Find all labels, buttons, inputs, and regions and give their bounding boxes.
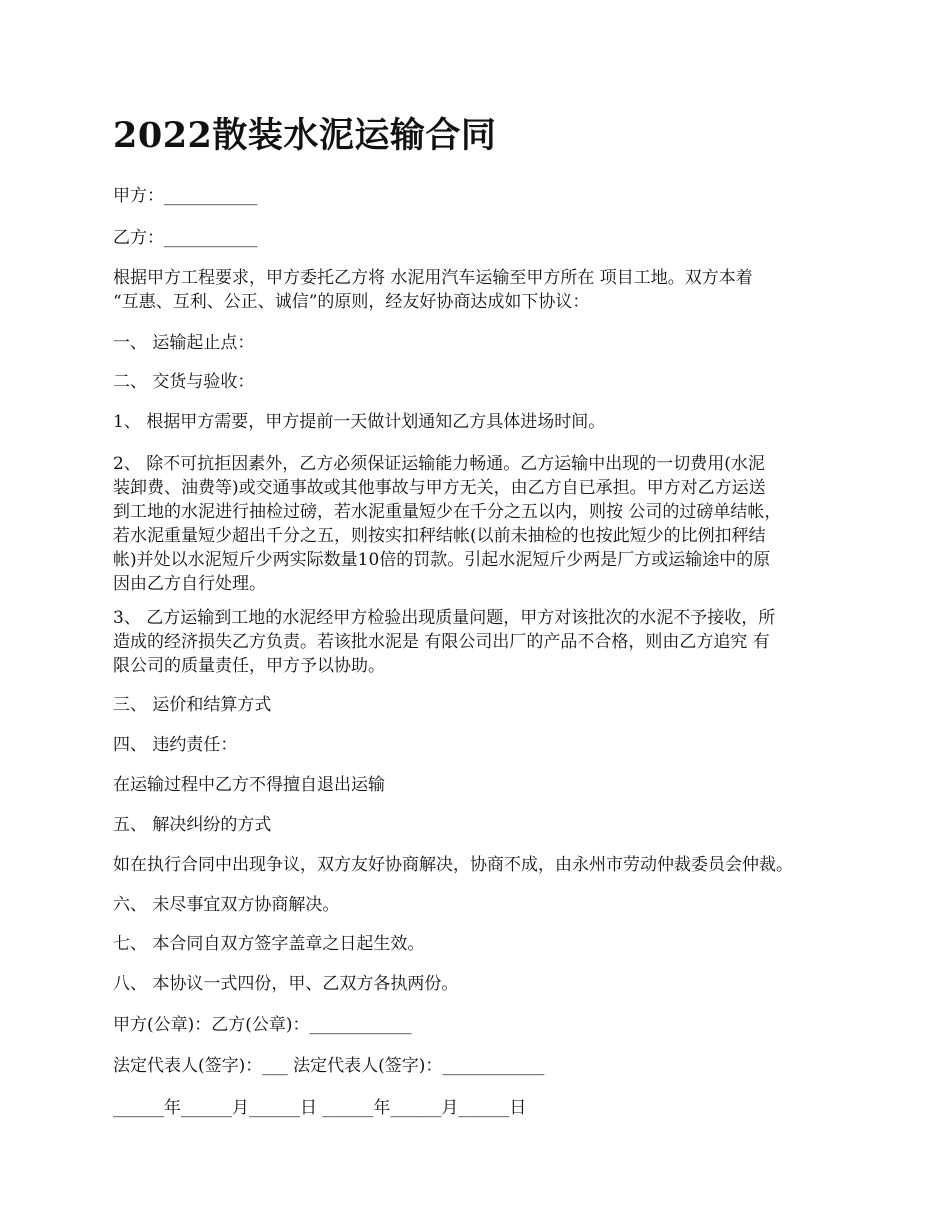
clause-line: 若水泥重量短少超出千分之五，则按实扣秤结帐(以前未抽检的也按此短少的比例扣秤结 xyxy=(113,526,766,546)
clause-line: 装卸费、油费等)或交通事故或其他事故与甲方无关，由乙方自已承担。甲方对乙方运送 xyxy=(113,478,766,498)
clause-line: 2、 除不可抗拒因素外，乙方必须保证运输能力畅通。乙方运输中出现的一切费用(水泥 xyxy=(113,454,765,474)
section-heading-1: 一、 运输起止点： xyxy=(113,333,255,353)
clause-line: 造成的经济损失乙方负责。若该批水泥是 有限公司出厂的产品不合格，则由乙方追究 有 xyxy=(113,632,770,652)
section-heading-8: 八、 本协议一式四份，甲、乙双方各执两份。 xyxy=(113,974,459,994)
section-heading-5: 五、 解决纠纷的方式 xyxy=(113,815,272,835)
section-heading-6: 六、 未尽事宜双方协商解决。 xyxy=(113,895,340,915)
section-heading-7: 七、 本合同自双方签字盖章之日起生效。 xyxy=(113,934,425,954)
clause-line: 限公司的质量责任，甲方予以协助。 xyxy=(113,656,385,676)
intro-line: 根据甲方工程要求，甲方委托乙方将 水泥用汽车运输至甲方所在 项目工地。双方本着 xyxy=(113,268,753,288)
seal-line: 甲方(公章)：乙方(公章)：____________ xyxy=(113,1015,412,1035)
dispute-text: 如在执行合同中出现争议，双方友好协商解决，协商不成，由永州市劳动仲裁委员会仲裁。 xyxy=(113,855,793,875)
date-line: ______年______月______日 ______年______月______日 xyxy=(113,1098,527,1118)
intro-paragraph xyxy=(113,266,753,314)
intro-line: “互惠、互利、公正、诚信”的原则，经友好协商达成如下协议： xyxy=(113,292,590,312)
party-b-line: 乙方：___________ xyxy=(113,228,258,248)
clause-line: 到工地的水泥进行抽检过磅，若水泥重量短少在千分之五以内，则按 公司的过磅单结帐， xyxy=(113,502,782,522)
party-a-line: 甲方：___________ xyxy=(113,186,258,206)
representative-line: 法定代表人(签字)：___ 法定代表人(签字)：____________ xyxy=(113,1056,545,1076)
breach-text: 在运输过程中乙方不得擅自退出运输 xyxy=(113,775,385,795)
clause-item-3 xyxy=(113,606,775,678)
clause-line: 因由乙方自行处理。 xyxy=(113,574,266,594)
section-heading-3: 三、 运价和结算方式 xyxy=(113,695,272,715)
clause-item-1: 1、 根据甲方需要，甲方提前一天做计划通知乙方具体进场时间。 xyxy=(113,412,606,432)
clause-line: 3、 乙方运输到工地的水泥经甲方检验出现质量问题，甲方对该批次的水泥不予接收，所 xyxy=(113,608,776,628)
clause-line: 帐)并处以水泥短斤少两实际数量10倍的罚款。引起水泥短斤少两是厂方或运输途中的原 xyxy=(113,550,771,570)
section-heading-2: 二、 交货与验收： xyxy=(113,372,255,392)
clause-item-2 xyxy=(113,452,781,596)
document-title: 2022散装水泥运输合同 xyxy=(113,115,497,156)
section-heading-4: 四、 违约责任： xyxy=(113,735,238,755)
